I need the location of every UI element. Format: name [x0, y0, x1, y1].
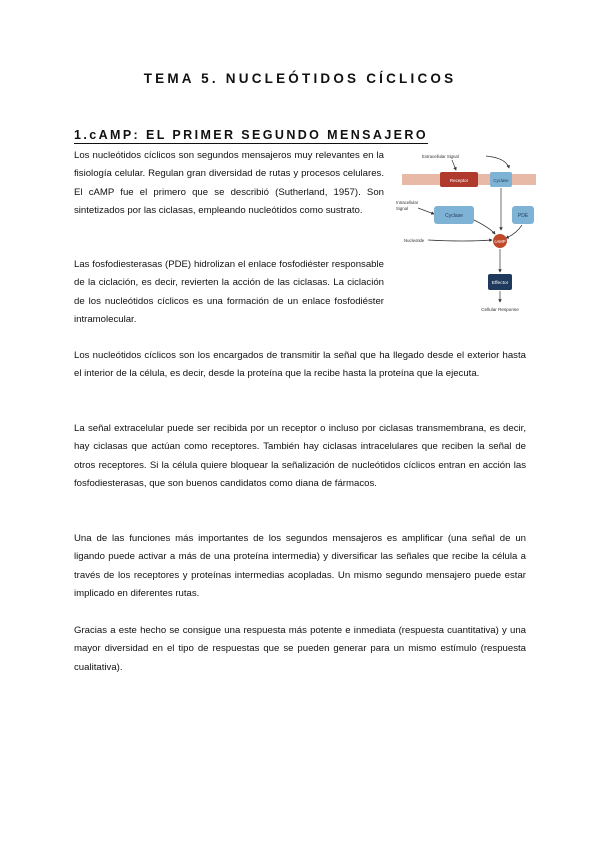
- signal-arrow: [452, 160, 456, 170]
- paragraph-response: Gracias a este hecho se consigue una respuesta más potente e inmediata (respuesta cuantitativa) y una mayor diversidad en el tipo de respuestas que se pueden generar para un mismo estímulo (respuesta cualitativa).: [74, 625, 526, 673]
- extracellular-signal-label: Extracellular Signal: [422, 154, 459, 159]
- section-heading: 1.cAMP: EL PRIMER SEGUNDO MENSAJERO: [74, 128, 428, 142]
- paragraph-reception: La señal extracelular puede ser recibida por un receptor o incluso por ciclasas transmembrana, es decir, hay ciclasas que actúan como receptores. También hay ciclasas intracelulares que reciben la señal de otros receptores. Si la célula quiere bloquear la señalización de nucleótidos cíclicos entran en acción las fosfodiesterasas, que son buenos candidatos como diana de fármacos.: [74, 423, 526, 489]
- paragraph-pde: Las fosfodiesterasas (PDE) hidrolizan el enlace fosfodiéster responsable de la ciclación, es decir, revierten la acción de las ciclasas. La ciclación de los nucleótidos cíclicos es una formación de un enlace fosfodiéster intramolecular.: [74, 259, 384, 325]
- intracellular-signal-label-1: Intracellular: [396, 200, 419, 205]
- membrane-cyclase-label: Cyclase: [493, 178, 509, 183]
- camp-signaling-diagram: [394, 148, 544, 318]
- pde-arrow: [506, 225, 522, 238]
- nucleotide-label: Nucleotide: [404, 238, 425, 243]
- cyclase-to-camp-arrow: [474, 220, 495, 234]
- intracellular-arrow: [418, 208, 434, 214]
- pde-label: PDE: [517, 213, 529, 219]
- paragraph-transmission: Los nucleótidos cíclicos son los encargados de transmitir la señal que ha llegado desde el exterior hasta el interior de la célula, es decir, desde la proteína que la recibe hasta la proteína que la ejecuta.: [74, 350, 526, 380]
- intracellular-signal-label-2: Signal: [396, 206, 408, 211]
- diagram-svg: [394, 148, 544, 318]
- page-title: TEMA 5. NUCLEÓTIDOS CÍCLICOS: [143, 71, 457, 86]
- signal-arrow-cyclase: [486, 156, 509, 168]
- cellular-response-label: Cellular Response: [481, 307, 519, 312]
- receptor-label: Receptor: [449, 178, 469, 183]
- cyclase-label: Cyclase: [445, 213, 463, 219]
- paragraph-intro: Los nucleótidos cíclicos son segundos mensajeros muy relevantes en la fisiología celular. Regulan gran diversidad de rutas y procesos celulares. El cAMP fue el primero que se describió (Sutherland, 1957). Son sintetizados por las ciclasas, empleando nucleótidos como sustrato.: [74, 150, 384, 216]
- nucleotide-arrow: [428, 240, 492, 241]
- effector-label: Effector: [491, 281, 509, 286]
- camp-label: cAMP: [494, 239, 506, 244]
- paragraph-functions: Una de las funciones más importantes de los segundos mensajeros es amplificar (una señal de un ligando puede activar a más de una proteína intermedia) y diversificar las señales que recibe la célula a través de los receptores y proteínas intermedias acopladas. Un mismo segundo mensajero puede estar implicado en diferentes rutas.: [74, 533, 526, 599]
